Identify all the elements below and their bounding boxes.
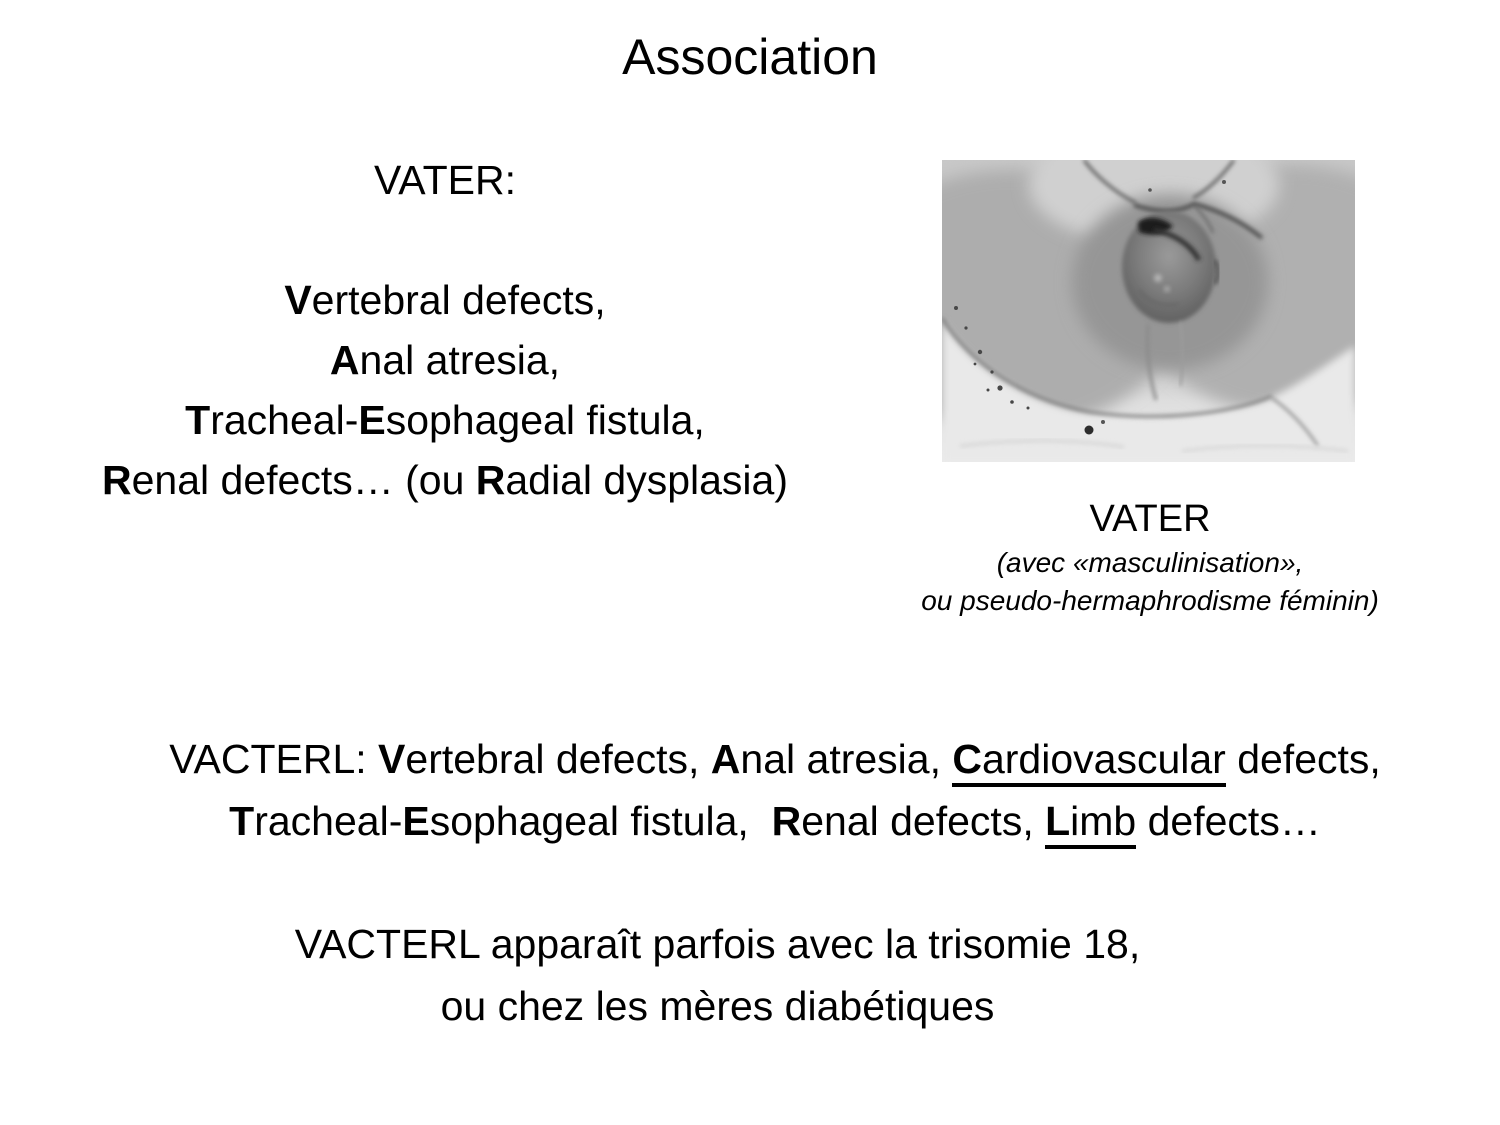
text-segment: L <box>1045 798 1070 849</box>
vater-line-tracheal <box>30 390 860 450</box>
text-segment: E <box>358 397 386 443</box>
text-segment: R <box>475 457 506 503</box>
text-segment: A <box>329 337 360 383</box>
text-segment: VACTERL: <box>169 736 379 782</box>
figure-caption-subtitle-line-1: (avec «masculinisation», <box>996 547 1304 578</box>
text-segment: enal defects… (ou <box>131 457 476 503</box>
blank-line <box>30 210 860 270</box>
figure-caption <box>880 494 1420 620</box>
text-segment: T <box>185 397 211 443</box>
vater-heading: VATER: <box>374 157 516 203</box>
vacterl-line-1 <box>55 728 1495 790</box>
footer-line-2: ou chez les mères diabétiques <box>440 983 995 1029</box>
text-segment: imb <box>1070 798 1136 849</box>
text-segment: A <box>710 736 741 782</box>
text-segment: defects… <box>1136 798 1321 844</box>
vater-line-anal <box>30 330 860 390</box>
text-segment: enal defects, <box>801 798 1046 844</box>
vacterl-line-2 <box>55 790 1495 852</box>
text-segment: V <box>378 736 406 782</box>
footer-line-1: VACTERL apparaît parfois avec la trisomie 18, <box>294 921 1141 967</box>
text-segment: R <box>102 457 132 503</box>
text-segment: ardiovascular <box>982 736 1226 787</box>
clinical-photo-image <box>942 160 1355 462</box>
vater-line-vertebral <box>30 270 860 330</box>
text-segment: racheal- <box>254 798 403 844</box>
text-segment: adial dysplasia) <box>505 457 788 503</box>
figure-caption-subtitle-line-2: ou pseudo-hermaphrodisme féminin) <box>921 585 1379 616</box>
text-segment: sophageal fistula, <box>429 798 772 844</box>
vacterl-paragraph <box>55 728 1495 852</box>
text-segment: V <box>284 277 312 323</box>
text-segment: nal atresia, <box>359 337 561 383</box>
vater-acronym-block <box>30 150 860 510</box>
text-segment: E <box>402 798 430 844</box>
text-segment: sophageal fistula, <box>385 397 705 443</box>
slide-title: Association <box>622 29 878 85</box>
figure-caption-title: VATER <box>1089 498 1211 540</box>
vater-line-renal <box>30 450 860 510</box>
text-segment: racheal- <box>210 397 359 443</box>
text-segment: C <box>952 736 982 787</box>
footer-note <box>0 913 1435 1037</box>
clinical-photo <box>942 160 1355 462</box>
text-segment: ertebral defects, <box>405 736 711 782</box>
text-segment: T <box>229 798 255 844</box>
text-segment: R <box>771 798 802 844</box>
text-segment: nal atresia, <box>740 736 953 782</box>
text-segment: defects, <box>1225 736 1381 782</box>
text-segment: ertebral defects, <box>311 277 606 323</box>
